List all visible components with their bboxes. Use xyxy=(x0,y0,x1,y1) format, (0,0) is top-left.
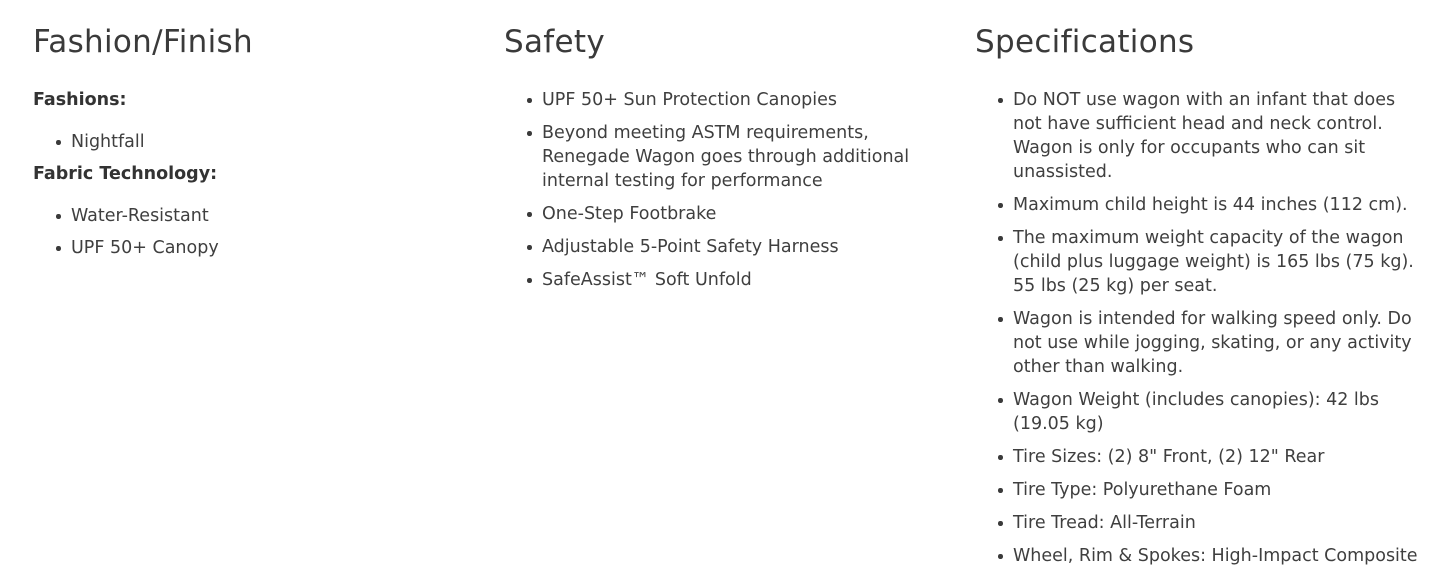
list-item: Beyond meeting ASTM requirements, Renegade Wagon goes through additional internal testing for performance xyxy=(542,121,944,193)
specifications-heading: Specifications xyxy=(975,24,1195,60)
safety-list xyxy=(504,88,944,292)
specifications-list xyxy=(975,88,1425,568)
list-item: Wheel, Rim & Spokes: High-Impact Composite xyxy=(1013,544,1425,568)
fashions-label: Fashions: xyxy=(33,90,127,110)
list-item: Nightfall xyxy=(71,130,453,154)
list-item: UPF 50+ Sun Protection Canopies xyxy=(542,88,944,112)
list-item: Maximum child height is 44 inches (112 cm). xyxy=(1013,193,1425,217)
fashions-list xyxy=(33,130,453,154)
list-item: Adjustable 5-Point Safety Harness xyxy=(542,235,944,259)
list-item: Wagon Weight (includes canopies): 42 lbs (19.05 kg) xyxy=(1013,388,1425,436)
fashion-finish-content xyxy=(33,88,453,268)
list-item: Tire Sizes: (2) 8" Front, (2) 12" Rear xyxy=(1013,445,1425,469)
list-item: Tire Type: Polyurethane Foam xyxy=(1013,478,1425,502)
list-item: Tire Tread: All-Terrain xyxy=(1013,511,1425,535)
list-item: Wagon is intended for walking speed only. Do not use while jogging, skating, or any activity other than walking. xyxy=(1013,307,1425,379)
list-item: One-Step Footbrake xyxy=(542,202,944,226)
list-item: The maximum weight capacity of the wagon (child plus luggage weight) is 165 lbs (75 kg). 55 lbs (25 kg) per seat. xyxy=(1013,226,1425,298)
list-item: UPF 50+ Canopy xyxy=(71,236,453,260)
list-item: Do NOT use wagon with an infant that does not have sufficient head and neck control. Wagon is only for occupants who can sit unassisted. xyxy=(1013,88,1425,184)
safety-heading: Safety xyxy=(504,24,605,60)
fabric-technology-label: Fabric Technology: xyxy=(33,164,218,184)
fabric-technology-list xyxy=(33,204,453,260)
safety-content xyxy=(504,88,944,301)
specifications-content xyxy=(975,88,1425,577)
list-item: Water-Resistant xyxy=(71,204,453,228)
fashion-finish-heading: Fashion/Finish xyxy=(33,24,253,60)
list-item: SafeAssist™ Soft Unfold xyxy=(542,268,944,292)
